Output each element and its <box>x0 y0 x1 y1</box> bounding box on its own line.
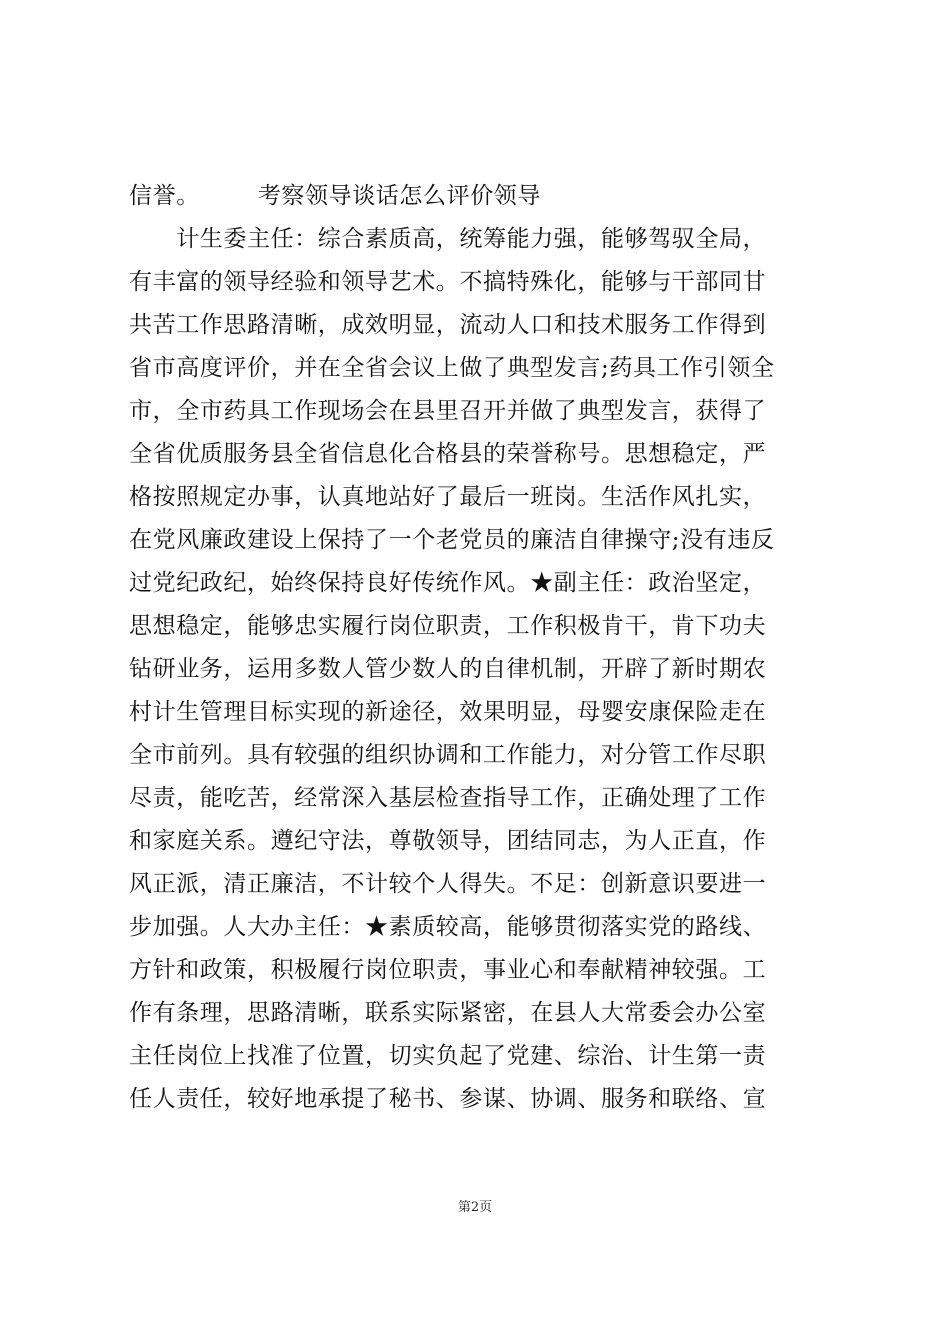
text-line: 思想稳定，能够忠实履行岗位职责，工作积极肯干，肯下功夫 <box>129 613 767 639</box>
heading-line <box>129 175 829 218</box>
body-text <box>129 175 829 1121</box>
text-line: 全省优质服务县全省信息化合格县的荣誉称号。思想稳定，严 <box>129 441 767 467</box>
page-number: 第2页 <box>457 1200 493 1215</box>
text-line: 尽责，能吃苦，经常深入基层检查指导工作，正确处理了工作 <box>129 785 767 811</box>
text-line: 市，全市药具工作现场会在县里召开并做了典型发言，获得了 <box>129 398 767 424</box>
text-line: 主任岗位上找准了位置，切实负起了党建、综治、计生第一责 <box>129 1043 767 1069</box>
text-line: 方针和政策，积极履行岗位职责，事业心和奉献精神较强。工 <box>129 957 767 983</box>
text-line: 共苦工作思路清晰，成效明显，流动人口和技术服务工作得到 <box>129 312 767 338</box>
text-line: 和家庭关系。遵纪守法，尊敬领导，团结同志，为人正直，作 <box>129 828 767 854</box>
text-line: 在党风廉政建设上保持了一个老党员的廉洁自律操守;没有违反 <box>129 527 775 553</box>
text-line: 风正派，清正廉洁，不计较个人得失。不足：创新意识要进一 <box>129 871 767 897</box>
text-line: 村计生管理目标实现的新途径，效果明显，母婴安康保险走在 <box>129 699 767 725</box>
heading-title: 考察领导谈话怎么评价领导 <box>257 183 542 209</box>
text-line: 步加强。人大办主任：★素质较高，能够贯彻落实党的路线、 <box>129 914 767 940</box>
text-line: 钻研业务，运用多数人管少数人的自律机制，开辟了新时期农 <box>129 656 767 682</box>
text-line: 有丰富的领导经验和领导艺术。不搞特殊化，能够与干部同甘 <box>129 269 767 295</box>
text-line: 过党纪政纪，始终保持良好传统作风。★副主任：政治坚定， <box>129 570 767 596</box>
text-line: 计生委主任：综合素质高，统筹能力强，能够驾驭全局， <box>129 226 767 252</box>
text-line: 省市高度评价，并在全省会议上做了典型发言;药具工作引领全 <box>129 355 775 381</box>
text-line: 作有条理，思路清晰，联系实际紧密，在县人大常委会办公室 <box>129 1000 767 1026</box>
text-line: 任人责任，较好地承提了秘书、参谋、协调、服务和联络、宣 <box>129 1086 767 1112</box>
text-line: 格按照规定办事，认真地站好了最后一班岗。生活作风扎实， <box>129 484 767 510</box>
heading-prefix: 信誉。 <box>129 183 200 209</box>
text-line: 全市前列。具有较强的组织协调和工作能力，对分管工作尽职 <box>129 742 767 768</box>
